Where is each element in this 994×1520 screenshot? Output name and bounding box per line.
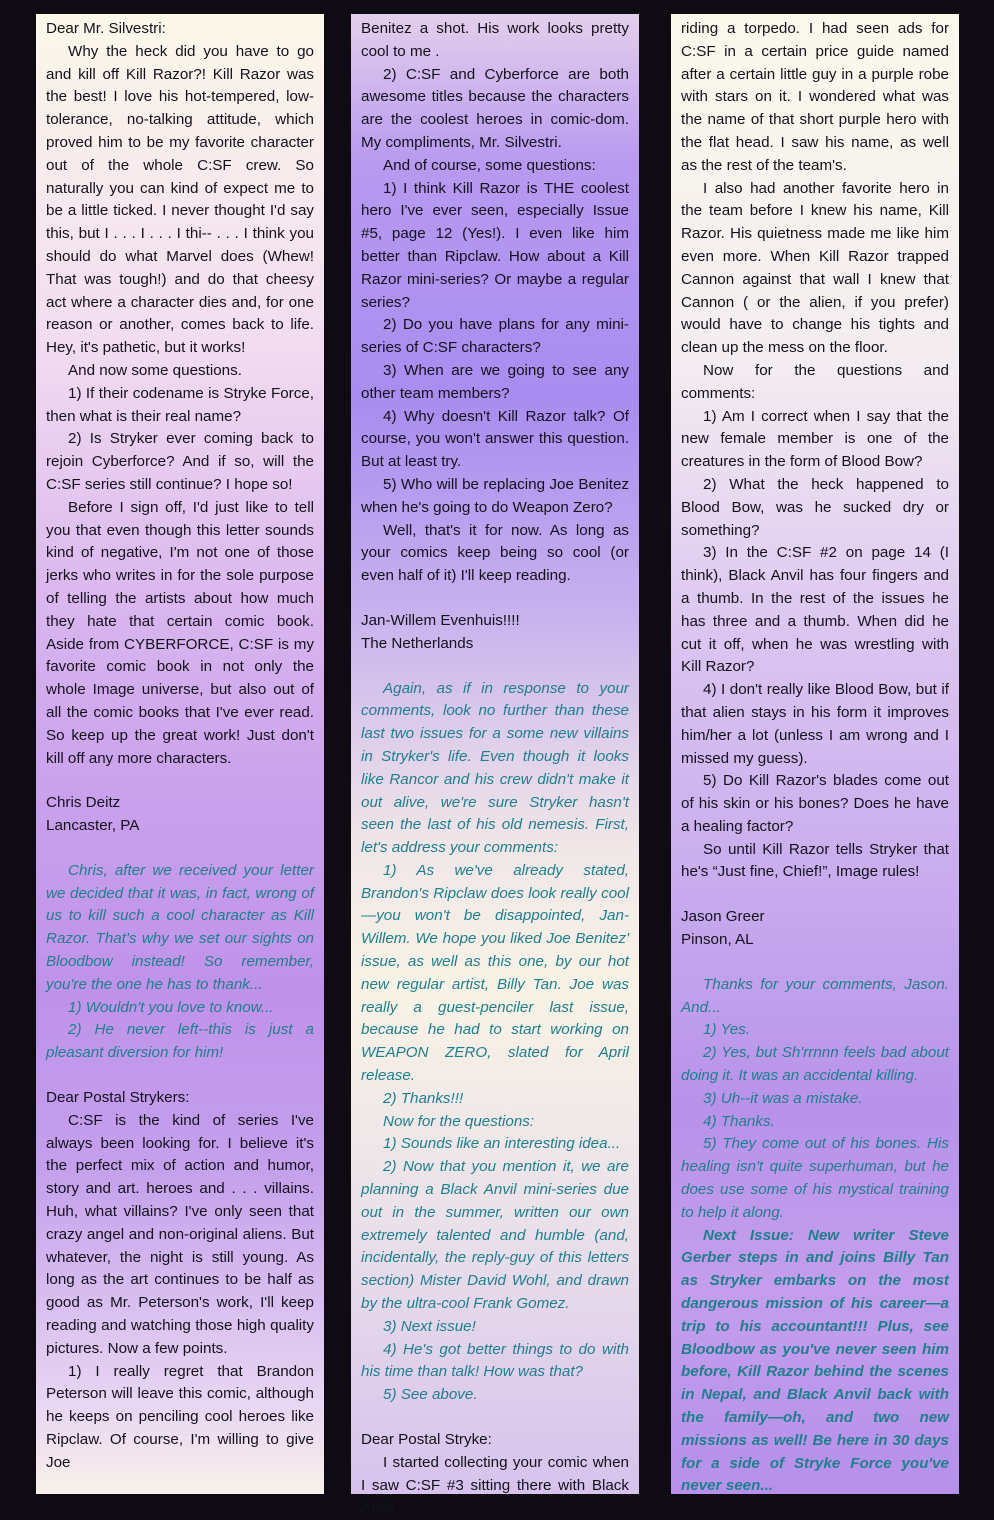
letter-signature-name: Jan-Willem Evenhuis!!!! [361,611,520,629]
reply-answer: 1) Wouldn't you love to know... [68,998,274,1016]
letter-question: 5) Who will be replacing Joe Benitez when he's going to do Weapon Zero? [361,475,629,516]
letter-question: 4) I don't really like Blood Bow, but if that alien stays in his form it improves him/her a lot (unless I am wrong and I missed my guess). [681,681,949,767]
letter-salutation: Dear Mr. Silvestri: [46,20,166,37]
next-issue-text: Next Issue: New writer Steve Gerber steps in and joins Billy Tan as Stryker embarks on the most dangerous mission of his career—a trip to his accountant!!! Plus, see Bloodbow as you've never seen him before, Kill Razor behind the scenes in Nepal, and Black Anvil back with the family—oh, and two new missions as well! Be here in 30 days for a side of Stryke Force you've never seen... [681,1226,949,1495]
letter-paragraph: So until Kill Razor tells Stryker that he's “Just fine, Chief!”, Image rules! [681,840,949,881]
reply-answer: 1) Sounds like an interesting idea... [383,1135,621,1153]
reply-answer: 4) Thanks. [703,1112,775,1130]
editor-reply [361,678,629,1408]
letter-question: 4) Why doesn't Kill Razor talk? Of course, you won't answer this question. But at least try. [361,407,629,471]
letter-signature-place: Pinson, AL [681,931,754,949]
letter-salutation: Dear Postal Stryke: [361,1431,492,1449]
letter-paragraph: I started collecting your comic when I saw C:SF #3 sitting there with Black Anvil [361,1453,629,1517]
letter-question: 3) When are we going to see any other team members? [361,361,629,402]
letter-question: 2) What the heck happened to Blood Bow, was he sucked dry or something? [681,475,949,539]
letter-question: 3) In the C:SF #2 on page 14 (I think), Black Anvil has four fingers and a thumb. In the rest of the issues he has three and a thumb. When did he cut it off, when he was wrestling with Kill Razor? [681,544,949,676]
letter-paragraph: C:SF is the kind of series I've always been looking for. I believe it's the perfect mix of action and humor, story and art. heroes and . . . villains. Huh, what villains? I've only seen that crazy angel and non-original aliens. But whatever, the night is still young. As long as the art continues to be half as good as Mr. Peterson's work, I'll keep reading and watching those high quality pictures. Now a few points. [46,1111,314,1357]
letter-signature-place: Lancaster, PA [46,817,140,835]
reply-answer: 5) They come out of his bones. His healing isn't quite superhuman, but he does use some of his mystical training to help it along. [681,1135,949,1221]
reply-answer: 2) Thanks!!! [383,1089,464,1107]
letter-paragraph: Why the heck did you have to go and kill off Kill Razor?! Kill Razor was the best! I love his hot-tempered, low-tolerance, no-talking attitude, which proved him to be my favorite character out of the whole C:SF crew. So naturally you can kind of expect me to be a little ticked. I never thought I'd say this, but I . . . I . . . I thi-- . . . I think you should do what Marvel does (Whew! That was tough!) and do that cheesy act where a character dies and, for one reason or another, comes back to life. Hey, it's pathetic, but it works! [46,42,314,357]
editor-reply [46,860,314,1065]
letter-paragraph: Before I sign off, I'd just like to tell you that even though this letter sounds kind of negative, I'm not one of those jerks who writes in for the sole purpose of telling the artists about how much they hate that certain comic book. Aside from CYBERFORCE, C:SF is my favorite comic book in not only the whole Image universe, but also out of all the comic books that I've ever read. So keep up the great work! Just don't kill off any more characters. [46,498,314,767]
reply-answer: 3) Next issue! [383,1317,476,1335]
reply-answer: 4) He's got better things to do with his time than talk! How was that? [361,1340,629,1381]
reply-answer: 2) He never left--this is just a pleasant diversion for him! [46,1021,314,1062]
letters-column-3 [671,14,959,1494]
letter-question: 1) Am I correct when I say that the new female member is one of the creatures in the form of Blood Bow? [681,407,949,471]
letter-paragraph: 2) C:SF and Cyberforce are both awesome titles because the characters are the coolest heroes in comic-dom. My compliments, Mr. Silvestri. [361,65,629,151]
reply-answer: 5) See above. [383,1386,478,1404]
reply-answer: 2) Now that you mention it, we are planning a Black Anvil mini-series due out in the summer, written our own extremely talented and humble (and, incidentally, the reply-guy of this letters section) Mister David Wohl, and drawn by the ultra-cool Frank Gomez. [361,1158,629,1313]
letter-paragraph: Now for the questions and comments: [681,361,949,402]
reply-paragraph: Thanks for your comments, Jason. And... [681,975,949,1016]
reply-answer: 3) Uh--it was a mistake. [703,1089,863,1107]
reply-answer: 1) Yes. [703,1021,751,1039]
letters-column-2 [351,14,639,1517]
letter-paragraph: I also had another favorite hero in the team before I knew his name, Kill Razor. His quietness made me like him even more. When Kill Razor trapped Cannon against that wall I knew that Cannon ( or the alien, if you prefer) would have to change his tights and clean up the mess on the floor. [681,179,949,357]
letter-question: 5) Do Kill Razor's blades come out of his skin or his bones? Does he have a healing factor? [681,772,949,835]
letter-signature-name: Chris Deitz [46,794,121,812]
letter-question: 1) If their codename is Stryke Force, then what is their real name? [46,384,314,425]
reply-answer: 1) As we've already stated, Brandon's Ripclaw does look really cool—you won't be disappointed, Jan-Willem. We hope you liked Joe Benitez' issue, as well as this one, by our hot new regular artist, Billy Tan. Joe was really a guest-penciler last issue, because he had to start working on WEAPON ZERO, slated for April release. [361,861,629,1085]
letter-signature-name: Jason Greer [681,908,765,926]
letter-paragraph: And of course, some questions: [383,156,596,174]
letter-continuation: riding a torpedo. I had seen ads for C:SF in a certain price guide named after a certain little guy in a purple robe with stars on it. I wondered what was the name of that short purple hero with the flat head. I saw his name, as well as the rest of the team's. [681,20,949,174]
reply-paragraph: Again, as if in response to your comments, look no further than these last two issues for a some new villains in Stryker's life. Even though it looks like Rancor and his crew didn't make it out alive, we're sure Stryker hasn't seen the last of his old nemesis. First, let's address your comments: [361,679,629,857]
letter-question: 2) Do you have plans for any mini-series of C:SF characters? [361,316,629,357]
letter-salutation: Dear Postal Strykers: [46,1089,190,1107]
letter-question: 1) I think Kill Razor is THE coolest hero I've ever seen, especially Issue #5, page 12 (Yes!). I even like him better than Ripclaw. How about a Kill Razor mini-series? Or maybe a regular series? [361,179,629,311]
reply-answer: Now for the questions: [383,1112,535,1130]
letter-paragraph: And now some questions. [68,361,242,379]
reply-answer: 2) Yes, but Sh'rrnnn feels bad about doing it. It was an accidental killing. [681,1044,949,1085]
letter-signature-place: The Netherlands [361,634,474,652]
letter-continuation: Benitez a shot. His work looks pretty cool to me . [361,20,629,60]
next-issue-blurb [681,1225,949,1499]
editor-reply [681,974,949,1498]
reply-paragraph: Chris, after we received your letter we decided that it was, in fact, wrong of us to kill such a cool character as Kill Razor. That's why we set our sights on Bloodbow instead! So remember, you're the one he has to thank... [46,861,314,993]
letter-question: 2) Is Stryker ever coming back to rejoin Cyberforce? And if so, will the C:SF series still continue? I hope so! [46,430,314,493]
letters-column-1 [36,14,324,1494]
letter-paragraph: Well, that's it for now. As long as your comics keep being so cool (or even half of it) I'll keep reading. [361,521,629,585]
letter-question: 1) I really regret that Brandon Peterson will leave this comic, although he keeps on penciling cool heroes like Ripclaw. Of course, I'm willing to give Joe [46,1362,314,1471]
